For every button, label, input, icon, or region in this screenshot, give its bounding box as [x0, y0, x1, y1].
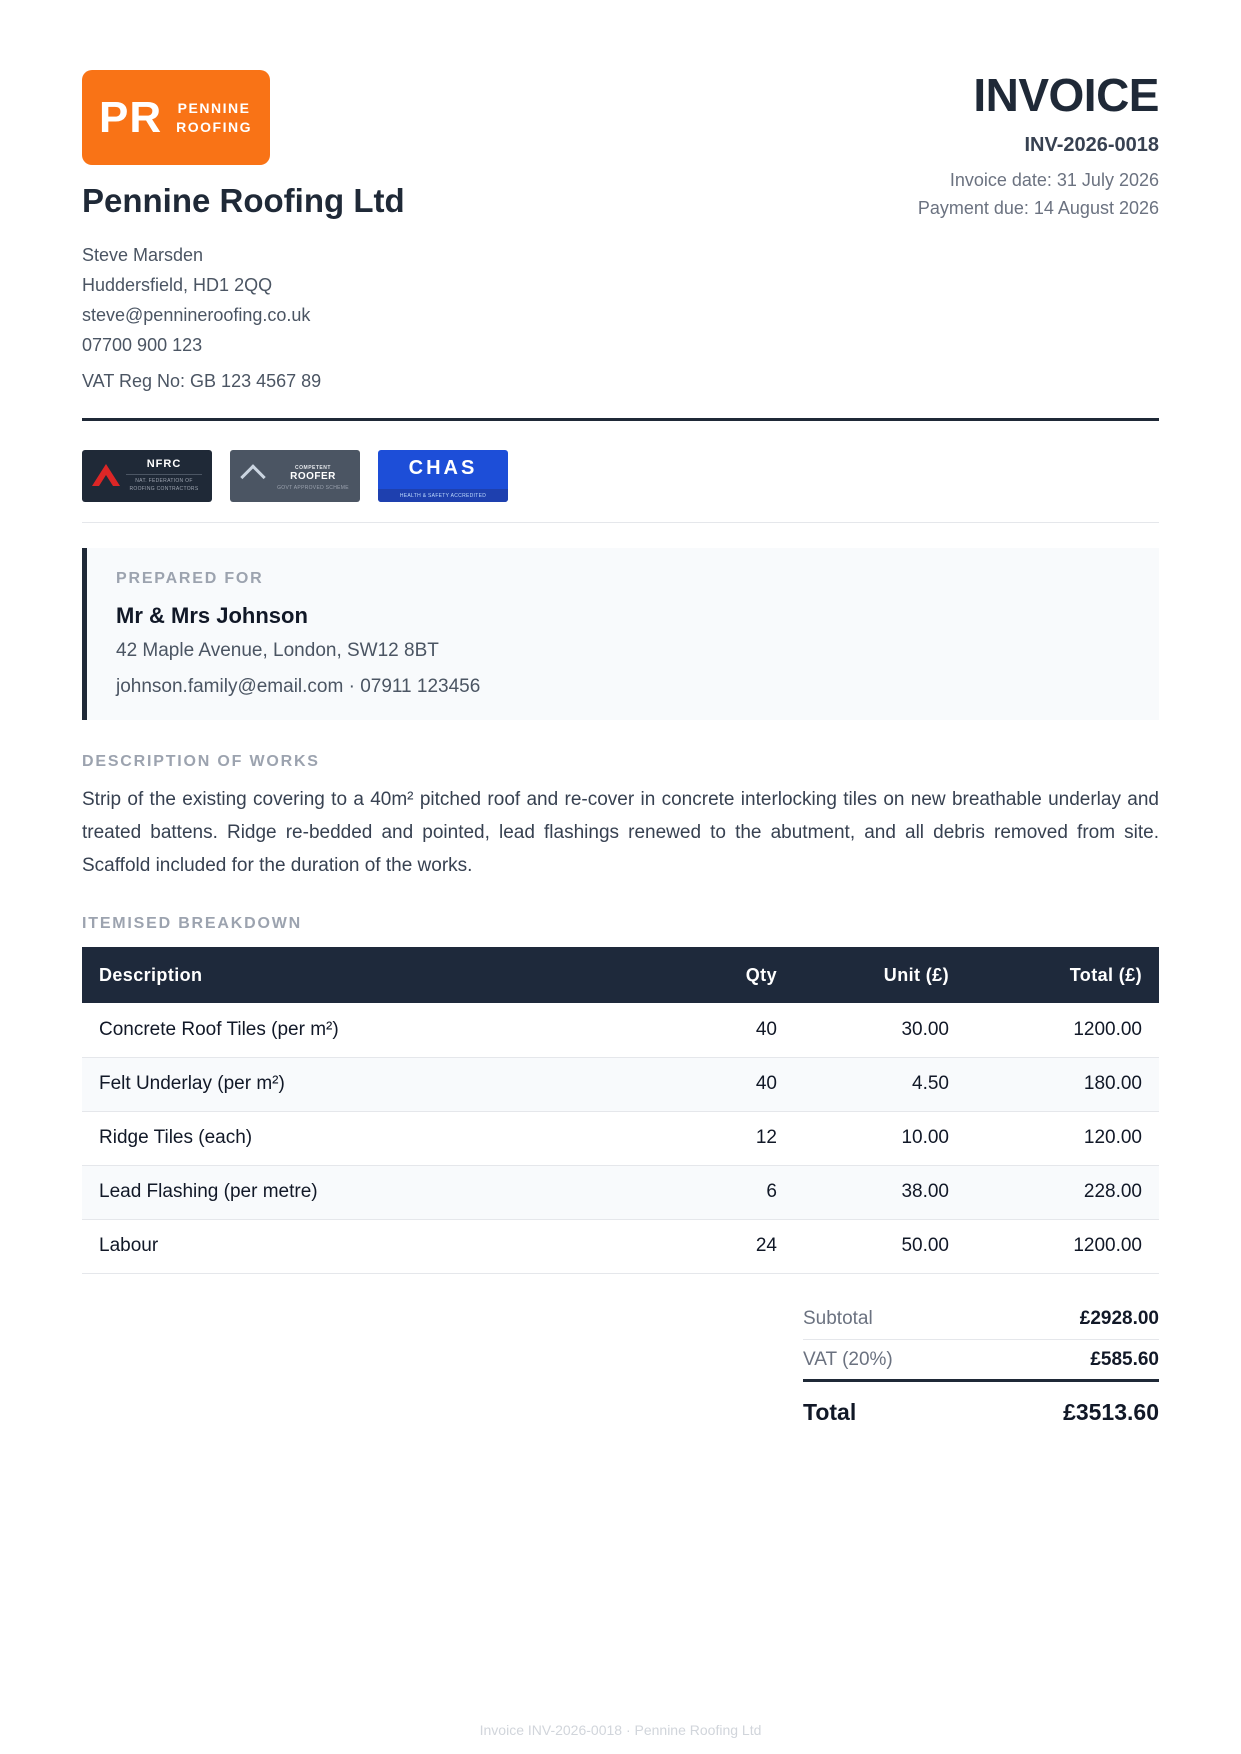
competent-roofer-subtitle: GOVT APPROVED SCHEME — [277, 485, 349, 491]
nfrc-badge-subtitle: NAT. FEDERATION OF ROOFING CONTRACTORS — [129, 478, 199, 492]
table-row — [82, 1219, 1159, 1273]
header-divider — [82, 418, 1159, 421]
competent-roofer-title: ROOFER — [290, 471, 336, 482]
item-unit-price: 50.00 — [794, 1219, 966, 1273]
grand-total-value: £3513.60 — [1063, 1398, 1159, 1425]
item-total: 180.00 — [966, 1057, 1159, 1111]
company-location: Huddersfield, HD1 2QQ — [82, 275, 273, 295]
item-description: Felt Underlay (per m²) — [82, 1057, 702, 1111]
grand-total-row — [803, 1382, 1159, 1442]
accreditation-badges — [82, 450, 508, 502]
invoice-title: INVOICE — [973, 69, 1159, 121]
item-qty: 40 — [702, 1003, 794, 1057]
logo-line-1: PENNINE — [177, 99, 251, 116]
item-description: Ridge Tiles (each) — [82, 1111, 702, 1165]
prepared-for-panel — [82, 548, 1159, 720]
vat-value: £585.60 — [1090, 1348, 1159, 1370]
item-unit-price: 10.00 — [794, 1111, 966, 1165]
nfrc-triangle-inner — [99, 475, 113, 486]
company-logo — [82, 70, 270, 165]
nfrc-badge-title: NFRC — [146, 458, 182, 470]
company-email[interactable]: steve@pennineroofing.co.uk — [82, 305, 311, 325]
item-total: 120.00 — [966, 1111, 1159, 1165]
item-unit-price: 30.00 — [794, 1003, 966, 1057]
column-header-qty: Qty — [745, 964, 777, 985]
invoice-date: Invoice date: 31 July 2026 — [949, 170, 1159, 190]
item-description: Concrete Roof Tiles (per m²) — [82, 1003, 702, 1057]
company-name: Pennine Roofing Ltd — [82, 182, 405, 219]
item-total: 1200.00 — [966, 1003, 1159, 1057]
competent-roofer-top: COMPETENT — [295, 465, 331, 471]
subtotal-value: £2928.00 — [1079, 1307, 1159, 1329]
table-row — [82, 1057, 1159, 1111]
grand-total-label: Total — [803, 1398, 857, 1425]
column-header-total: Total (£) — [1069, 964, 1142, 985]
nfrc-badge-divider — [126, 474, 202, 475]
badges-divider — [82, 522, 1159, 523]
vat-row — [803, 1340, 1159, 1382]
table-header-row — [82, 947, 1159, 1003]
invoice-number: INV-2026-0018 — [1024, 134, 1159, 156]
vat-label: VAT (20%) — [803, 1348, 893, 1370]
item-qty: 24 — [702, 1219, 794, 1273]
page-footer: Invoice INV-2026-0018 · Pennine Roofing Ltd — [479, 1722, 762, 1738]
invoice-dates — [918, 166, 1159, 222]
company-phone: 07700 900 123 — [82, 335, 203, 355]
company-contact — [82, 240, 321, 396]
logo-wordmark — [176, 99, 252, 137]
table-row — [82, 1003, 1159, 1057]
item-total: 228.00 — [966, 1165, 1159, 1219]
item-unit-price: 4.50 — [794, 1057, 966, 1111]
item-description: Labour — [82, 1219, 702, 1273]
vat-registration: VAT Reg No: GB 123 4567 89 — [82, 371, 322, 391]
column-header-description: Description — [99, 964, 203, 985]
invoice-page — [82, 69, 1159, 1425]
logo-line-2: ROOFING — [176, 118, 252, 135]
nfrc-badge — [82, 450, 212, 502]
item-unit-price: 38.00 — [794, 1165, 966, 1219]
roof-chevron-icon — [240, 464, 265, 489]
invoice-header — [82, 70, 1159, 410]
contact-name: Steve Marsden — [82, 245, 204, 265]
client-address: 42 Maple Avenue, London, SW12 8BT — [116, 640, 439, 661]
client-contact: johnson.family@email.com · 07911 123456 — [116, 676, 481, 697]
subtotal-label: Subtotal — [803, 1307, 873, 1329]
description-text: Strip of the existing covering to a 40m² pitched roof and re-cover in concrete interlocking tiles on new breathable underlay and treated battens. Ridge re-bedded and pointed, lead flashings renewed to the abutment, and all debris removed from site. Scaffold included for the duration of the works. — [82, 789, 1159, 876]
itemised-breakdown-label: ITEMISED BREAKDOWN — [82, 915, 302, 932]
item-qty: 12 — [702, 1111, 794, 1165]
chas-badge — [378, 450, 508, 502]
column-header-unit: Unit (£) — [883, 964, 949, 985]
logo-initials: PR — [99, 92, 163, 142]
subtotal-row — [803, 1298, 1159, 1340]
item-qty: 40 — [702, 1057, 794, 1111]
chas-badge-title: CHAS — [408, 457, 478, 479]
payment-due-date: Payment due: 14 August 2026 — [917, 198, 1159, 218]
description-label: DESCRIPTION OF WORKS — [82, 753, 320, 770]
item-total: 1200.00 — [966, 1219, 1159, 1273]
client-name: Mr & Mrs Johnson — [116, 603, 308, 628]
chas-badge-subtitle: HEALTH & SAFETY ACCREDITED — [399, 493, 487, 499]
item-description: Lead Flashing (per metre) — [82, 1165, 702, 1219]
table-row — [82, 1111, 1159, 1165]
prepared-for-label: PREPARED FOR — [116, 570, 264, 587]
line-items-table — [82, 947, 1159, 1274]
table-row — [82, 1165, 1159, 1219]
item-qty: 6 — [702, 1165, 794, 1219]
competent-roofer-badge — [230, 450, 360, 502]
totals-summary — [803, 1298, 1159, 1442]
